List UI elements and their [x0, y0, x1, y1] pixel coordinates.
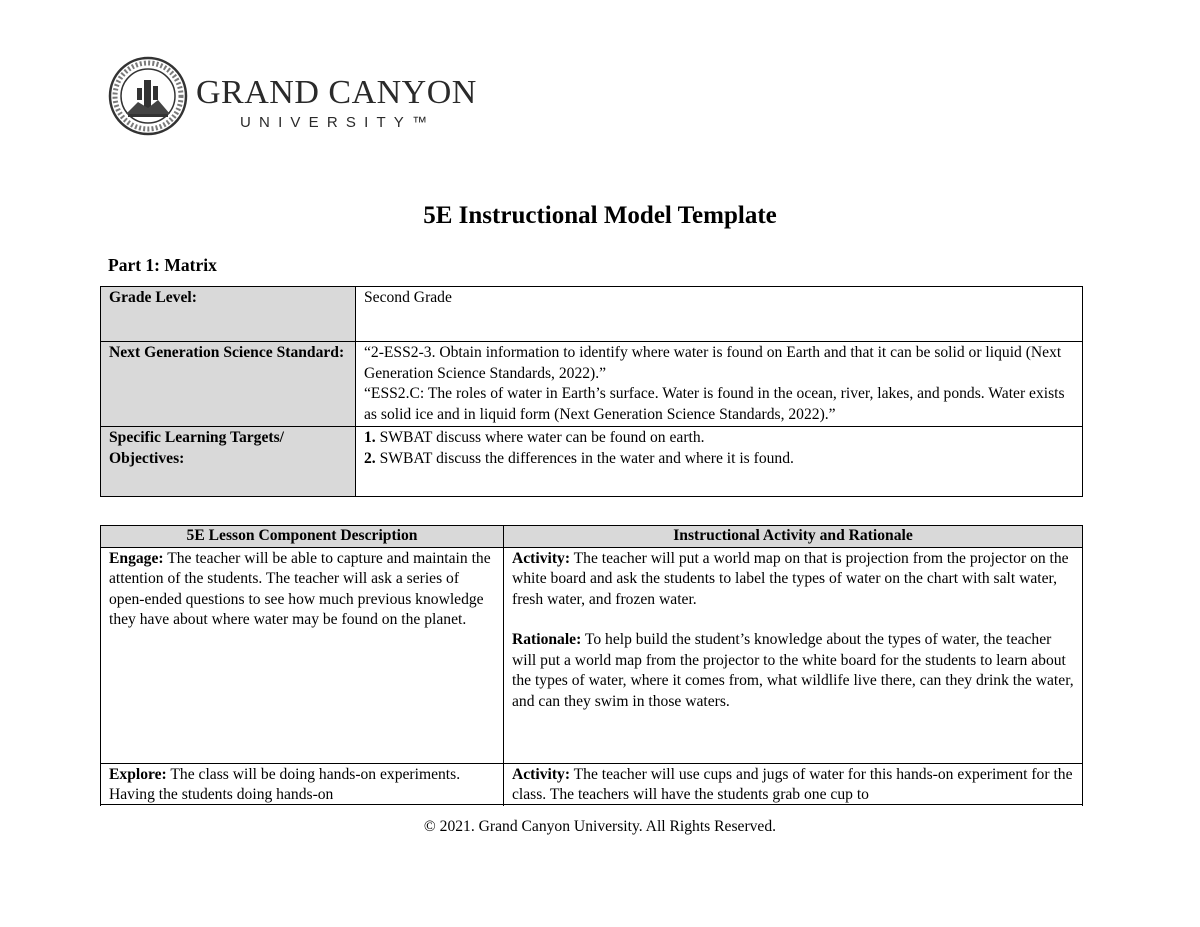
objective-number: 1. [364, 429, 376, 446]
objectives-value [356, 427, 1083, 497]
lesson-table [100, 525, 1083, 806]
engage-label: Engage: [109, 549, 164, 567]
engage-activity [504, 547, 1083, 763]
table-row [101, 427, 1083, 497]
objective-item [364, 449, 1074, 470]
table-row [101, 342, 1083, 427]
explore-description [101, 763, 504, 806]
ngss-standard-2: “ESS2.C: The roles of water in Earth’s surface. Water is found in the ocean, river, lakes, and ponds. Water exists as solid ice and in liquid form (Next Generation Science Standards, 2022).” [364, 385, 1065, 423]
table-row [101, 763, 1083, 806]
activity-label: Activity: [512, 765, 571, 783]
objectives-label: Specific Learning Targets/ Objectives: [101, 427, 356, 497]
explore-text: The class will be doing hands-on experiments. Having the students doing hands-on [109, 765, 461, 803]
table-header-row [101, 526, 1083, 548]
activity-text: The teacher will put a world map on that is projection from the projector on the white board and ask the students to label the types of water on the chart with salt water, fresh water, and frozen water. [512, 549, 1069, 608]
page-break-line [100, 804, 1083, 805]
activity-paragraph [512, 549, 1074, 611]
ngss-value [356, 342, 1083, 427]
objective-text: SWBAT discuss the differences in the water and where it is found. [379, 449, 794, 467]
column-header-activity: Instructional Activity and Rationale [504, 526, 1083, 548]
logo-wordmark: GRAND CANYON [196, 74, 477, 111]
activity-label: Activity: [512, 549, 571, 567]
ngss-standard-1: “2-ESS2-3. Obtain information to identify where water is found on Earth and that it can be solid or liquid (Next Generation Science Standards, 2022).” [364, 344, 1062, 382]
grade-level-label: Grade Level: [101, 287, 356, 342]
table-row [101, 547, 1083, 763]
explore-activity [504, 763, 1083, 806]
rationale-label: Rationale: [512, 631, 582, 648]
matrix-table [100, 286, 1083, 497]
engage-text: The teacher will be able to capture and maintain the attention of the students. The teacher will ask a series of open-ended questions to see how much previous knowledge they have about where water may be found on the planet. [109, 549, 491, 628]
explore-label: Explore: [109, 765, 167, 783]
objective-number: 2. [364, 449, 376, 467]
objective-text: SWBAT discuss where water can be found on earth. [379, 429, 705, 446]
grade-level-value [356, 287, 1083, 342]
logo-subtitle: UNIVERSITY™ [240, 114, 436, 131]
engage-description [101, 547, 504, 763]
grade-level-text: Second Grade [364, 289, 452, 306]
rationale-paragraph [512, 630, 1074, 712]
column-header-component: 5E Lesson Component Description [101, 526, 504, 548]
objective-item [364, 428, 1074, 449]
page-title: 5E Instructional Model Template [423, 202, 777, 229]
copyright-footer: © 2021. Grand Canyon University. All Rights Reserved. [423, 818, 777, 835]
activity-text: The teacher will use cups and jugs of water for this hands-on experiment for the class. The teachers will have the students grab one cup to [512, 765, 1073, 803]
ngss-label: Next Generation Science Standard: [101, 342, 356, 427]
part1-heading: Part 1: Matrix [108, 255, 217, 275]
table-row [101, 287, 1083, 342]
rationale-text: To help build the student’s knowledge about the types of water, the teacher will put a world map from the projector to the white board for the students to learn about the types of water, where it comes from, what wildlife live there, can they drink the water, and can they swim in those waters. [512, 631, 1074, 710]
